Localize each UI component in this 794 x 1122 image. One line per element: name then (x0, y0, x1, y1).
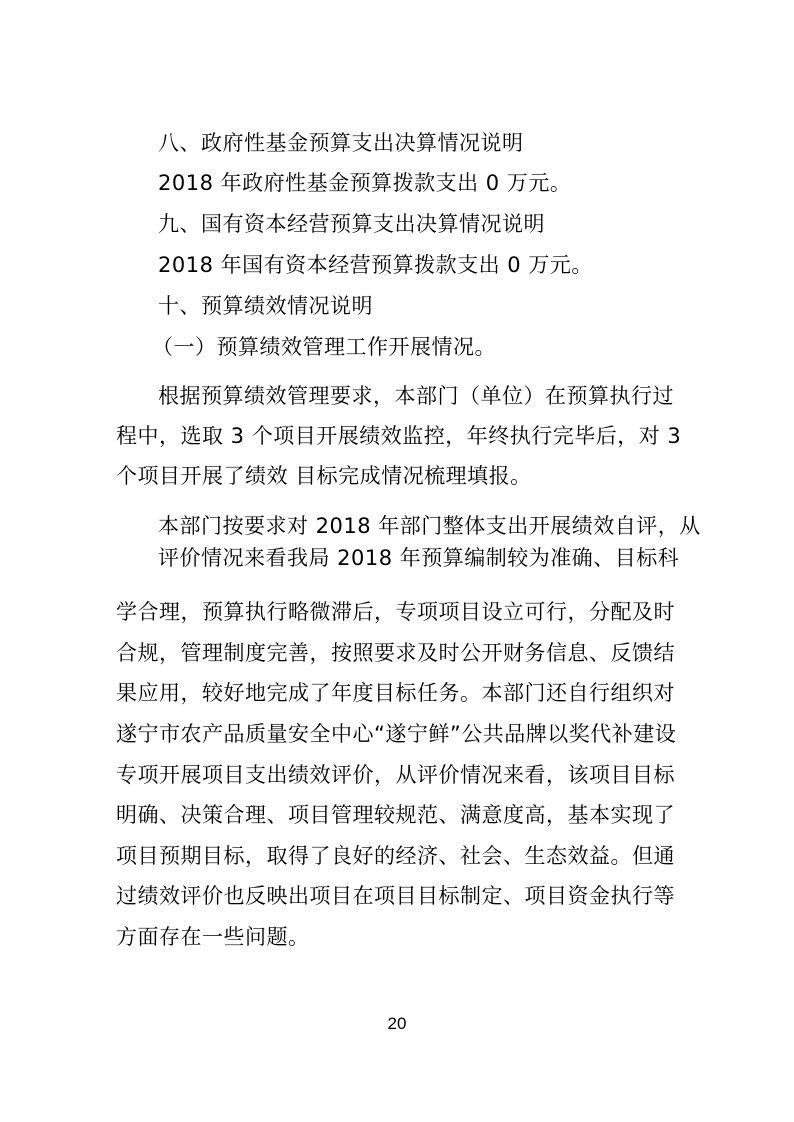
paragraph-line: 明确、决策合理、项目管理较规范、满意度高，基本实现了 (116, 803, 675, 827)
section-8-heading: 八、政府性基金预算支出决算情况说明 (158, 131, 524, 155)
paragraph-line: 过绩效评价也反映出项目在项目目标制定、项目资金执行等 (116, 884, 675, 908)
page-number: 20 (387, 1014, 407, 1033)
paragraph-line: 项目预期目标，取得了良好的经济、社会、生态效益。但通 (116, 844, 675, 868)
section-10-heading: 十、预算绩效情况说明 (158, 294, 373, 318)
paragraph-line: 合规，管理制度完善，按照要求及时公开财务信息、反馈结 (116, 641, 675, 665)
paragraph-line: 专项开展项目支出绩效评价，从评价情况来看，该项目目标 (116, 763, 675, 787)
paragraph-line: 遂宁市农产品质量安全中心“遂宁鲜”公共品牌以奖代补建设 (116, 722, 677, 746)
section-9-heading: 九、国有资本经营预算支出决算情况说明 (158, 212, 545, 236)
section-9-text: 2018 年国有资本经营预算拨款支出 0 万元。 (158, 253, 593, 277)
paragraph-line: 评价情况来看我局 2018 年预算编制较为准确、目标科 (158, 546, 680, 570)
paragraph-line: 果应用，较好地完成了年度目标任务。本部门还自行组织对 (116, 681, 675, 705)
paragraph-line: 学合理，预算执行略微滞后，专项项目设立可行，分配及时 (116, 600, 675, 624)
section-8-text: 2018 年政府性基金预算拨款支出 0 万元。 (158, 171, 572, 195)
paragraph-line: 程中，选取 3 个项目开展绩效监控，年终执行完毕后，对 3 (116, 424, 682, 448)
paragraph-line: 方面存在一些问题。 (116, 925, 310, 949)
paragraph-line: 个项目开展了绩效 目标完成情况梳理填报。 (116, 464, 532, 488)
paragraph-line: 本部门按要求对 2018 年部门整体支出开展绩效自评，从 (158, 514, 701, 538)
subsection-1-heading: （一）预算绩效管理工作开展情况。 (152, 335, 496, 359)
paragraph-line: 根据预算绩效管理要求，本部门（单位）在预算执行过 (158, 384, 674, 408)
